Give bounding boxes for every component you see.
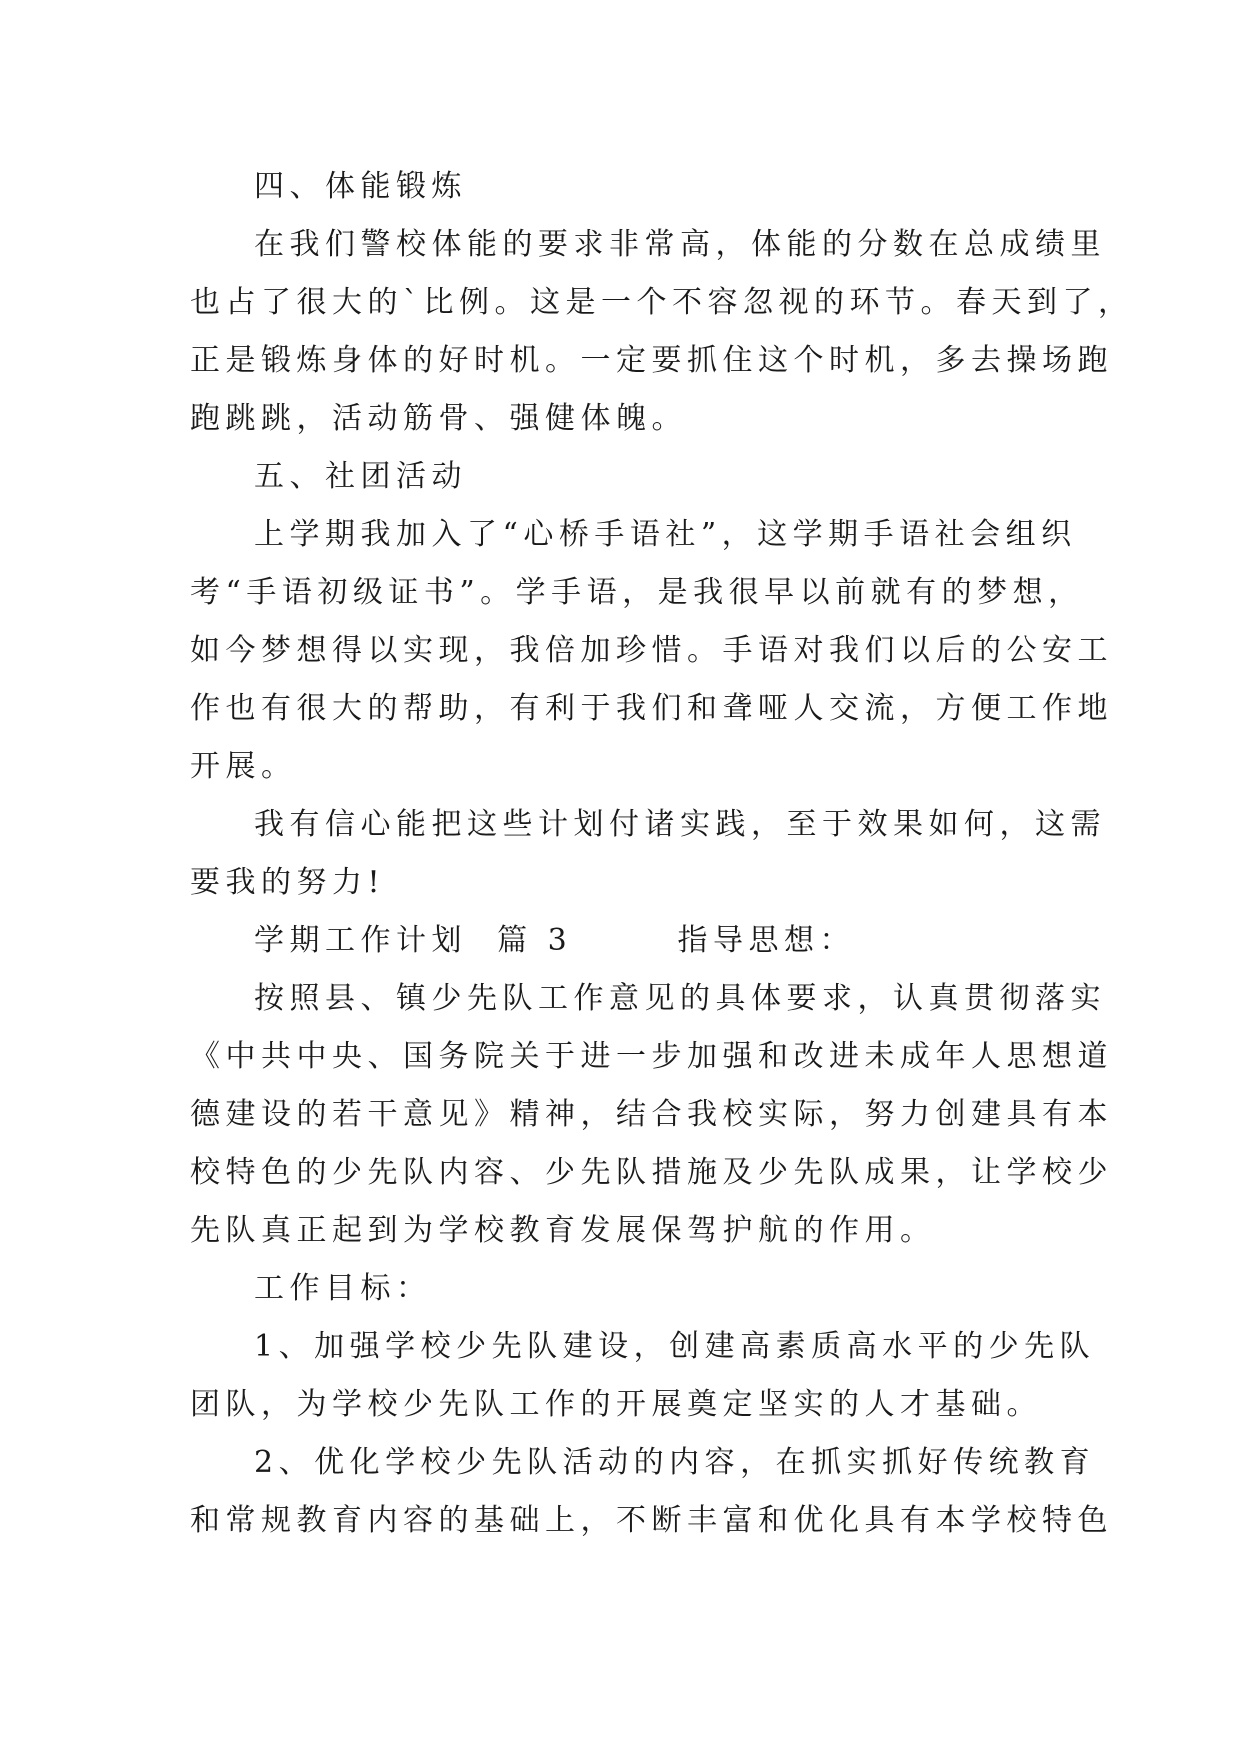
section-heading-goals: 工作目标： [254, 1271, 432, 1306]
paragraph-line: 要我的努力! [190, 865, 386, 900]
list-item-2: 2、优化学校少先队活动的内容，在抓实抓好传统教育 [254, 1445, 1096, 1480]
paragraph-line: 按照县、镇少先队工作意见的具体要求，认真贯彻落实 [254, 981, 1106, 1016]
section-heading-fitness: 四、体能锻炼 [254, 169, 467, 204]
section-heading-club: 五、社团活动 [254, 459, 467, 494]
paragraph-line: 先队真正起到为学校教育发展保驾护航的作用。 [190, 1213, 936, 1248]
paragraph-line: 校特色的少先队内容、少先队措施及少先队成果，让学校少 [190, 1155, 1113, 1190]
paragraph-line: 作也有很大的帮助，有利于我们和聋哑人交流，方便工作地 [190, 691, 1113, 726]
paragraph-line: 我有信心能把这些计划付诸实践，至于效果如何，这需 [254, 807, 1106, 842]
paragraph-line: 考“手语初级证书”。学手语，是我很早以前就有的梦想， [190, 575, 1084, 610]
document-body [190, 158, 1134, 1550]
paragraph-line: 如今梦想得以实现，我倍加珍惜。手语对我们以后的公安工 [190, 633, 1113, 668]
paragraph-line: 在我们警校体能的要求非常高，体能的分数在总成绩里 [254, 227, 1106, 262]
paragraph-line: 正是锻炼身体的好时机。一定要抓住这个时机，多去操场跑 [190, 343, 1113, 378]
paragraph-line: 上学期我加入了“心桥手语社”，这学期手语社会组织 [254, 517, 1077, 552]
paragraph-line: 跑跳跳，活动筋骨、强健体魄。 [190, 401, 687, 436]
paragraph-line: 《中共中央、国务院关于进一步加强和改进未成年人思想道 [190, 1039, 1113, 1074]
paragraph-line: 开展。 [190, 749, 297, 784]
paragraph-line: 团队，为学校少先队工作的开展奠定坚实的人才基础。 [190, 1387, 1042, 1422]
paragraph-line: 也占了很大的`比例。这是一个不容忽视的环节。春天到了， [190, 285, 1134, 320]
plan-title: 学期工作计划 篇 3 指导思想： [254, 923, 855, 958]
paragraph-line: 和常规教育内容的基础上，不断丰富和优化具有本学校特色 [190, 1503, 1113, 1538]
list-item-1: 1、加强学校少先队建设，创建高素质高水平的少先队 [254, 1329, 1096, 1364]
paragraph-line: 德建设的若干意见》精神，结合我校实际，努力创建具有本 [190, 1097, 1113, 1132]
